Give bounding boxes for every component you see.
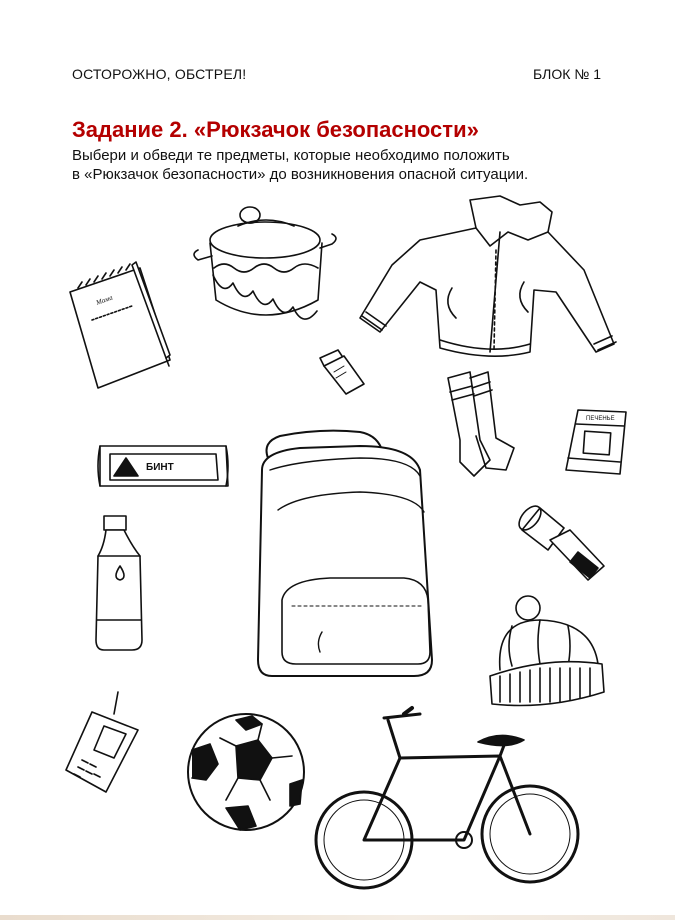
task-instruction-line-2: в «Рюкзачок безопасности» до возникновения опасной ситуации.: [72, 166, 529, 183]
bicycle-icon[interactable]: [316, 708, 578, 888]
bandage-label: БИНТ: [146, 462, 174, 473]
bottom-strip: [0, 915, 675, 920]
task-instruction-line-1: Выбери и обведи те предметы, которые необходимо положить: [72, 147, 510, 164]
jacket-icon[interactable]: [360, 196, 616, 356]
knee-socks-icon[interactable]: [448, 372, 514, 476]
biscuits-pack-icon[interactable]: [566, 410, 626, 474]
cooking-pot-icon[interactable]: [194, 207, 336, 319]
water-bottle-icon[interactable]: [96, 516, 142, 650]
winter-hat-icon[interactable]: [490, 596, 604, 706]
mobile-phone-icon[interactable]: [66, 692, 138, 792]
battery-icon[interactable]: [320, 350, 364, 394]
header-block-number: БЛОК № 1: [532, 66, 601, 82]
task-title: Задание 2. «Рюкзачок безопасности»: [72, 117, 479, 142]
soccer-ball-icon[interactable]: [188, 714, 304, 830]
flashlight-icon[interactable]: [515, 502, 604, 580]
header-block-title: ОСТОРОЖНО, ОБСТРЕЛ!: [72, 66, 247, 82]
notepad-icon[interactable]: [70, 262, 170, 388]
biscuits-label: ПЕЧЕНЬЕ: [586, 416, 615, 422]
notepad-label: Мама: [94, 293, 114, 307]
bandage-pack-icon[interactable]: [98, 446, 228, 486]
backpack-icon[interactable]: [258, 431, 432, 676]
